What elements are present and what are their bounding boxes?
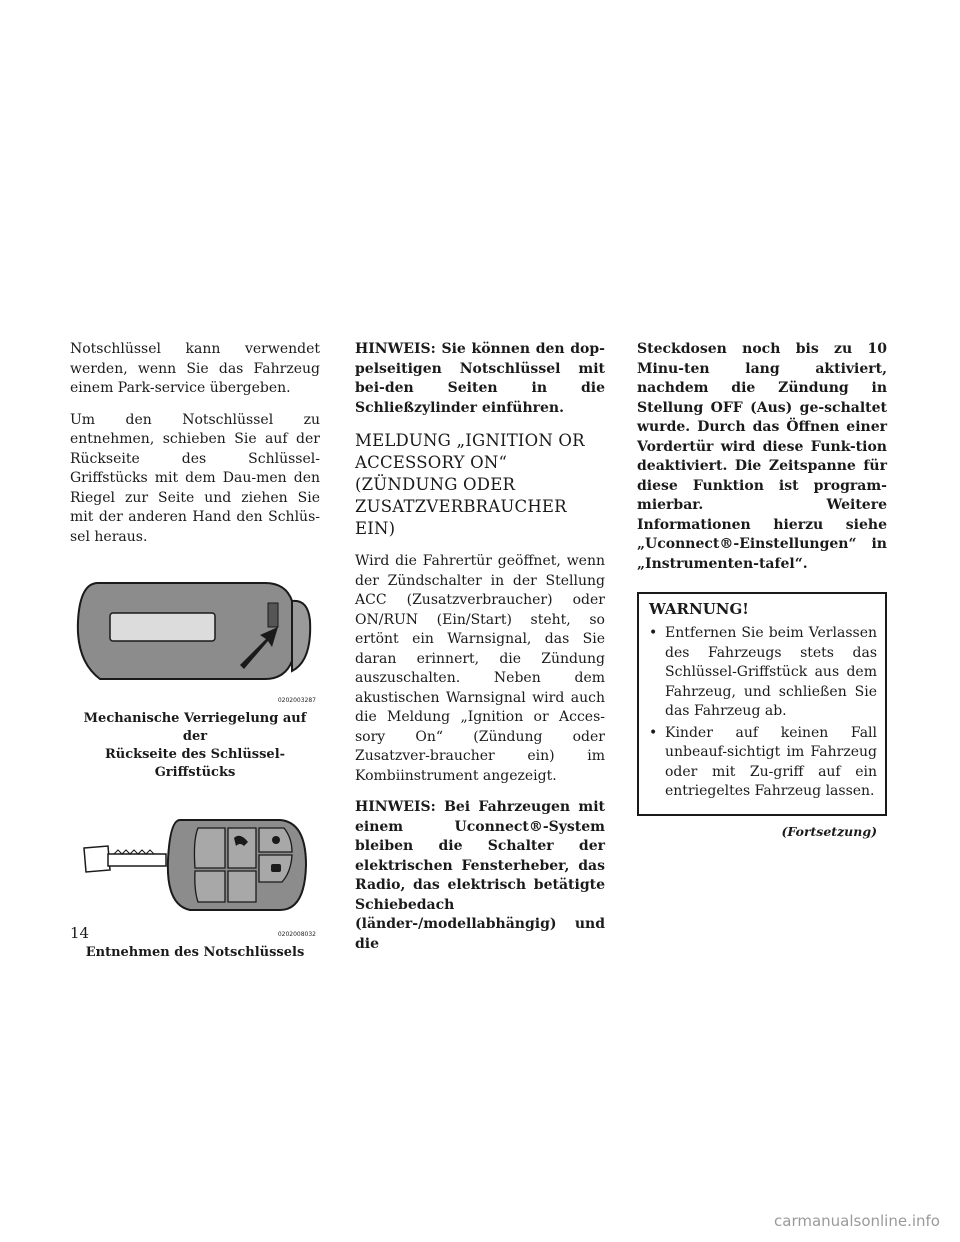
figure-caption — [70, 710, 320, 782]
figure-key-fob-back — [70, 561, 320, 706]
warning-box — [637, 592, 887, 816]
watermark: carmanualsonline.info — [774, 1212, 940, 1230]
warning-title: WARNUNG! — [649, 600, 749, 618]
warning-item: • Entfernen Sie beim Verlassen des Fahrzeugs stets das Schlüssel-Griffstück aus dem Fahrzeug, und schließen Sie das Fahrzeug ab. — [649, 624, 877, 722]
caption-line: Mechanische Verriegelung auf der — [83, 711, 307, 744]
section-heading: MELDUNG „IGNITION OR ACCESSORY ON“ (ZÜNDUNG ODER ZUSATZVERBRAUCHER EIN) — [355, 431, 585, 538]
page-number: 14 — [70, 924, 90, 942]
figure-code: 0202008032 — [277, 931, 316, 938]
caption-line: Rückseite des Schlüssel-Griffstücks — [104, 747, 286, 780]
warning-list — [649, 624, 877, 802]
emergency-key-illustration — [70, 810, 320, 940]
figure-emergency-key — [70, 810, 320, 940]
paragraph: Um den Notschlüssel zu entnehmen, schieben Sie auf der Rückseite des Schlüssel-Griffstücks mit dem Dau-men den Riegel zur Seite und ziehen Sie mit der anderen Hand den Schlüs-sel heraus. — [70, 411, 320, 545]
warning-item: • Kinder auf keinen Fall unbeauf-sichtigt im Fahrzeug oder mit Zu-griff auf ein entriegeltes Fahrzeug lassen. — [649, 724, 877, 802]
note-paragraph: HINWEIS: Sie können den dop-pelseitigen Notschlüssel mit bei-den Seiten in die Schließzylinder einführen. — [355, 341, 605, 416]
column-left — [70, 340, 320, 962]
column-middle — [355, 340, 605, 966]
note-paragraph: HINWEIS: Bei Fahrzeugen mit einem Uconnect®-System bleiben die Schalter der elektrischen Fensterheber, das Radio, das elektrisch betätigte Schiebedach (länder-/modellabhängig) und die — [355, 799, 605, 952]
column-right — [637, 340, 887, 839]
continued-label: (Fortsetzung) — [781, 823, 877, 839]
paragraph: Notschlüssel kann verwendet werden, wenn Sie das Fahrzeug einem Park-service übergeben. — [70, 341, 320, 396]
figure-code: 0202003287 — [277, 697, 316, 704]
key-fob-back-illustration — [70, 561, 320, 706]
note-paragraph: Steckdosen noch bis zu 10 Minu-ten lang aktiviert, nachdem die Zündung in Stellung OFF (Aus) ge-schaltet wurde. Durch das Öffnen einer Vordertür wird diese Funk-tion deaktiviert. Die Zeitspanne für diese Funktion ist program-mierbar. Weitere Informationen hierzu siehe „Uconnect®-Einstellungen“ in „Instrumenten-tafel“. — [637, 341, 887, 572]
figure-caption: Entnehmen des Notschlüssels — [85, 945, 305, 960]
paragraph: Wird die Fahrertür geöffnet, wenn der Zündschalter in der Stellung ACC (Zusatzverbraucher) oder ON/RUN (Ein/Start) steht, so ertönt ein Warnsignal, das Sie daran erinnert, die Zündung auszuschalten. Neben dem akustischen Warnsignal wird auch die Meldung „Ignition or Acces-sory On“ (Zündung oder Zusatzver-braucher ein) im Kombiinstrument angezeigt. — [355, 553, 605, 784]
